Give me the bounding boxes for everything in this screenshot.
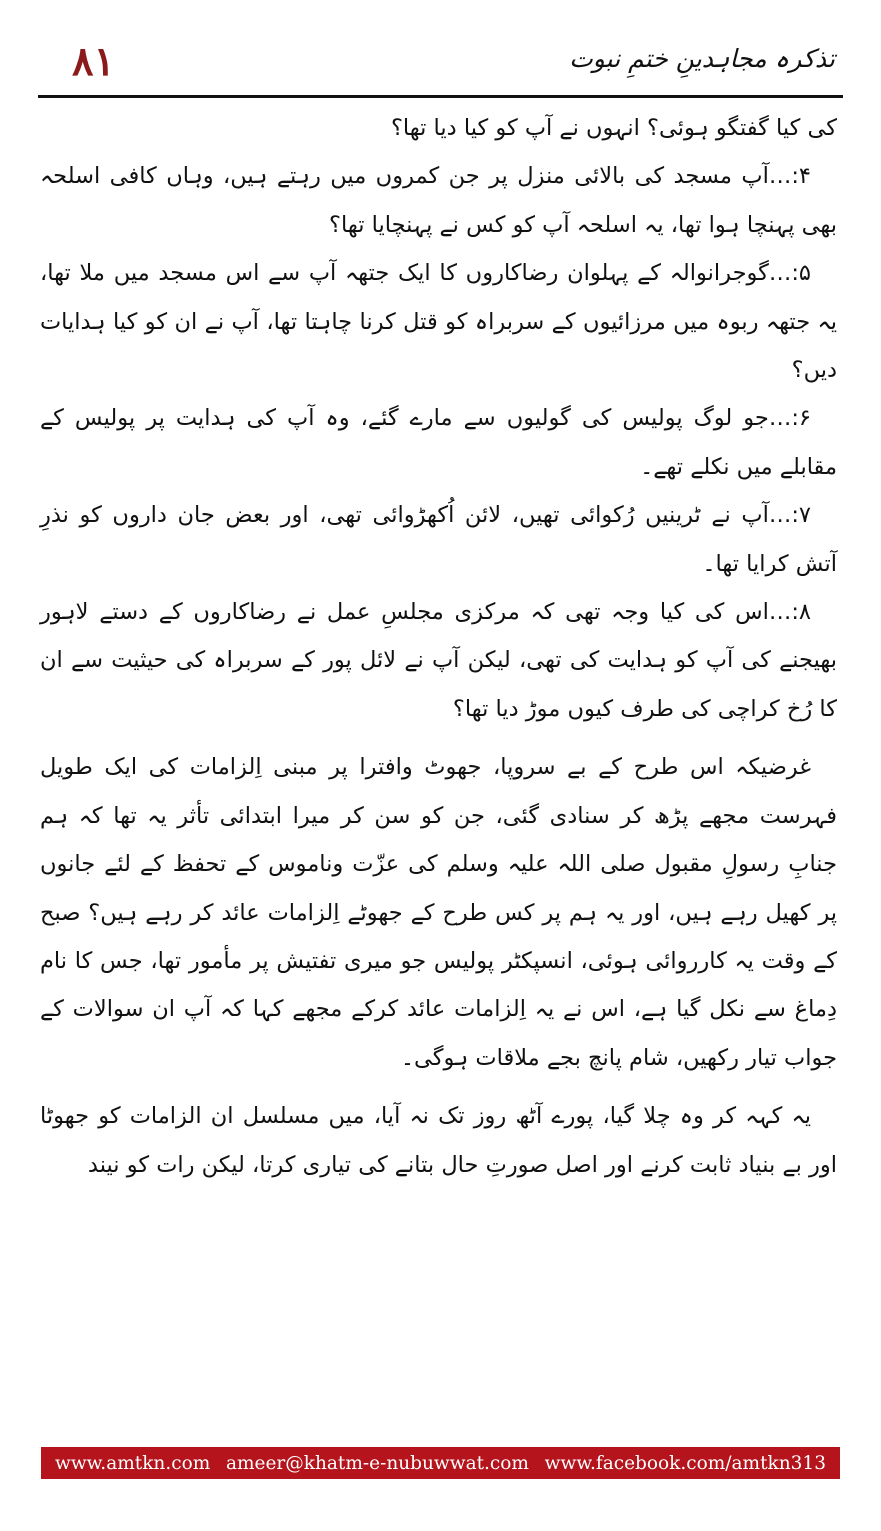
page-header: [38, 30, 843, 92]
paragraph-narrative-1: غرضیکہ اس طرح کے بے سروپا، جھوٹ وافترا پر مبنی اِلزامات کی ایک طویل فہرست مجھے پڑھ کر سنادی گئی، جن کو سن کر میرا ابتدائی تأثر یہ تھا کہ ہم جنابِ رسولِ مقبول صلی اللہ علیہ وسلم کی عزّت وناموس کے تحفظ کے لئے جانوں پر کھیل رہے ہیں، اور یہ ہم پر کس طرح کے جھوٹے اِلزامات عائد کر رہے ہیں؟ صبح کے وقت یہ کارروائی ہوئی، انسپکٹر پولیس جو میری تفتیش پر مأمور تھا، جس کا نام دِماغ سے نکل گیا ہے، اس نے یہ اِلزامات عائد کرکے مجھے کہا کہ آپ ان سوالات کے جواب تیار رکھیں، شام پانچ بجے ملاقات ہوگی۔: [40, 754, 837, 1071]
page-number: ۸۱: [72, 38, 115, 85]
header-divider: [38, 95, 843, 98]
footer-email-link[interactable]: ameer@khatm-e-nubuwwat.com: [225, 1452, 529, 1474]
book-title: تذکرہ مجاہدینِ ختمِ نبوت: [569, 44, 835, 73]
paragraph-narrative-2: یہ کہہ کر وہ چلا گیا، پورے آٹھ روز تک نہ آیا، میں مسلسل ان الزامات کو جھوٹا اور بے بنیاد ثابت کرنے اور اصل صورتِ حال بتانے کی تیاری کرتا، لیکن رات کو نیند: [40, 1103, 837, 1178]
paragraph-question-8: ۸:…اس کی کیا وجہ تھی کہ مرکزی مجلسِ عمل نے رضاکاروں کے دستے لاہور بھیجنے کی آپ کو ہدایت کی تھی، لیکن آپ نے لائل پور کے سربراہ کی حیثیت سے ان کا رُخ کراچی کی طرف کیوں موڑ دیا تھا؟: [40, 599, 837, 722]
footer-facebook-link[interactable]: www.facebook.com/amtkn313: [544, 1452, 826, 1474]
paragraph-question-6: ۶:…جو لوگ پولیس کی گولیوں سے مارے گئے، وہ آپ کی ہدایت پر پولیس کے مقابلے میں نکلے تھے۔: [40, 405, 837, 480]
paragraph-question-3-end: کی کیا گفتگو ہوئی؟ انہوں نے آپ کو کیا دیا تھا؟: [390, 115, 837, 141]
body-text: [40, 104, 837, 1189]
paragraph-question-5: ۵:…گوجرانوالہ کے پہلوان رضاکاروں کا ایک جتھہ آپ سے اس مسجد میں ملا تھا، یہ جتھہ ربوہ میں مرزائیوں کے سربراہ کو قتل کرنا چاہتا تھا، آپ نے ان کو کیا ہدایات دیں؟: [40, 260, 837, 384]
footer-bar: [41, 1447, 840, 1479]
paragraph-question-4: ۴:…آپ مسجد کی بالائی منزل پر جن کمروں میں رہتے ہیں، وہاں کافی اسلحہ بھی پہنچا ہوا تھا، یہ اسلحہ آپ کو کس نے پہنچایا تھا؟: [40, 163, 837, 238]
footer-website-link[interactable]: www.amtkn.com: [55, 1452, 211, 1474]
paragraph-question-7: ۷:…آپ نے ٹرینیں رُکوائی تھیں، لائن اُکھڑوائی تھی، اور بعض جان داروں کو نذرِ آتش کرایا تھا۔: [40, 502, 837, 577]
